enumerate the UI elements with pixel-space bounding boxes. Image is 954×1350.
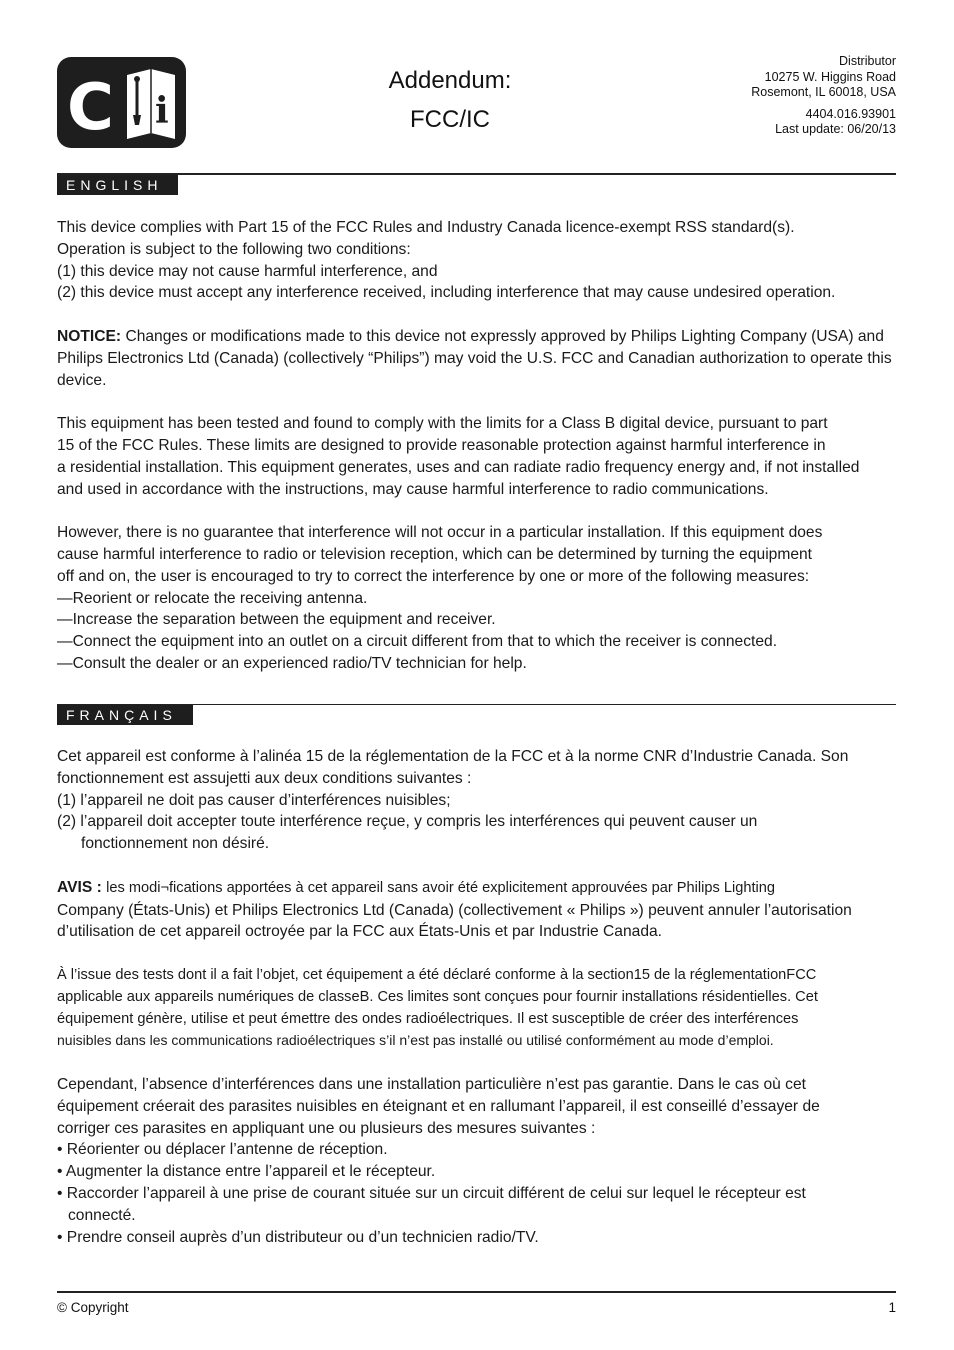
page-title-line2: FCC/IC — [410, 106, 490, 133]
distributor-info — [751, 54, 896, 138]
logo — [57, 57, 186, 148]
copyright: © Copyright — [57, 1300, 129, 1315]
page-title-line1: Addendum: — [388, 67, 512, 94]
footer-divider — [57, 1291, 896, 1293]
distributor-label: Distributor — [839, 54, 896, 68]
distributor-address1: 10275 W. Higgins Road — [764, 69, 896, 84]
last-update: Last update: 06/20/13 — [775, 122, 896, 136]
logo-letter-c: C — [67, 71, 114, 145]
page-number: 1 — [888, 1300, 896, 1315]
distributor-address2: Rosemont, IL 60018, USA — [751, 85, 896, 99]
list-item: —Increase the separation between the equipment and receiver. — [57, 611, 496, 629]
list-item: • Réorienter ou déplacer l’antenne de réception. — [57, 1141, 388, 1159]
avis-text: les modi¬fications apportées à cet appareil sans avoir été explicitement approuvées par Philips Lighting — [106, 879, 775, 896]
notice-label: NOTICE: — [57, 327, 122, 345]
notice-text: Changes or modifications made to this device not expressly approved by Philips Lighting Company (USA) and Philips Electronics Ltd (Canada) (collectively “Philips”) may void the U.S. FCC and Canadian authorization to operate this device. — [57, 327, 892, 389]
english-paragraph-3: This equipment has been tested and found to comply with the limits for a Class B digital device, pursuant to part 15 of the FCC Rules. These limits are designed to provide reasonable protection against harmful interference in a residential installation. This equipment generates, uses and can radiate radio frequency energy and, if not installed and used in accordance with the instructions, may cause harmful interference to radio communications. — [57, 415, 860, 498]
section-divider — [57, 173, 896, 175]
list-item: connecté. — [68, 1206, 136, 1224]
english-paragraph-4: However, there is no guarantee that interference will not occur in a particular installation. If this equipment does cause harmful interference to radio or television reception, which can be determined by turning the equipment off and on, the user is encouraged to try to correct the interference by one or more of the following measures: —Reorient or relocate the receiving antenna. —Increase the separation between the equipment and receiver. —Connect the equipment into an outlet on a circuit different from that to which the receiver is connected. —Consult the dealer or an experienced radio/TV technician for help. — [57, 522, 899, 675]
list-item: —Consult the dealer or an experienced radio/TV technician for help. — [57, 654, 527, 672]
english-body — [57, 217, 899, 675]
list-item: • Augmenter la distance entre l’appareil et le récepteur. — [57, 1163, 436, 1181]
francais-body — [57, 746, 899, 1248]
francais-section-tab: FRANÇAIS — [57, 705, 193, 725]
francais-paragraph-4: Cependant, l’absence d’interférences dans une installation particulière n’est pas garantie. Dans le cas où cet équipement créerait des parasites nuisibles en éteignant et en rallumant l’appareil, il est conseillé d’essayer de corriger ces parasites en appliquant une ou plusieurs des mesures suivantes : • Réorienter ou déplacer l’antenne de réception. • Augmenter la distance entre l’appareil et le récepteur. • Raccorder l’appareil à une prise de courant située sur un circuit différent de celui sur lequel le récepteur est connecté. • Prendre conseil auprès d’un distributeur ou d’un technicien radio/TV. — [57, 1074, 899, 1248]
avis-label: AVIS : — [57, 878, 102, 896]
francais-paragraph-3: À l’issue des tests dont il a fait l’objet, cet équipement a été déclaré conforme à la section15 de la réglementationFCC applicable aux appareils numériques de classeB. Ces limites sont conçues pour fournir installations résidentielles. Cet équipement génère, utilise et peut émettre des ondes radioélectriques. Il est susceptible de créer des interférences nuisibles dans les communications radioélectriques s’il n’est pas installé ou utilisé conformément au mode d’emploi. — [57, 966, 818, 1049]
list-item: —Connect the equipment into an outlet on a circuit different from that to which the receiver is connected. — [57, 633, 778, 651]
document-number: 4404.016.93901 — [805, 106, 896, 121]
list-item: —Reorient or relocate the receiving antenna. — [57, 589, 368, 607]
english-notice — [57, 326, 899, 391]
logo-letter-i: i — [155, 90, 169, 132]
manual-book-icon — [57, 57, 186, 148]
english-section-tab: ENGLISH — [57, 175, 178, 195]
francais-avis: AVIS : les modi¬fications apportées à cet appareil sans avoir été explicitement approuvées par Philips Lighting Company (États-Unis) et Philips Electronics Ltd (Canada) (collectivement « Philips ») peuvent annuler l’autorisation d’utilisation de cet appareil octroyée par la FCC aux États-Unis et par Industrie Canada. — [57, 878, 852, 941]
francais-paragraph-1: Cet appareil est conforme à l’alinéa 15 de la réglementation de la FCC et à la norme CNR d’Industrie Canada. Son fonctionnement est assujetti aux deux conditions suivantes : (1) l’appareil ne doit pas causer d’interférences nuisibles; (2) l’appareil doit accepter toute interférence reçue, y compris les interférences qui peuvent causer un fonctionnement non désiré. — [57, 748, 849, 853]
list-item: • Raccorder l’appareil à une prise de courant située sur un circuit différent de celui sur lequel le récepteur est — [57, 1184, 806, 1202]
list-item: • Prendre conseil auprès d’un distributeur ou d’un technicien radio/TV. — [57, 1228, 539, 1246]
english-paragraph-1: This device complies with Part 15 of the FCC Rules and Industry Canada licence-exempt RSS standard(s). Operation is subject to the following two conditions: (1) this device may not cause harmful interference, and (2) this device must accept any interference received, including interference that may cause undesired operation. — [57, 219, 836, 302]
